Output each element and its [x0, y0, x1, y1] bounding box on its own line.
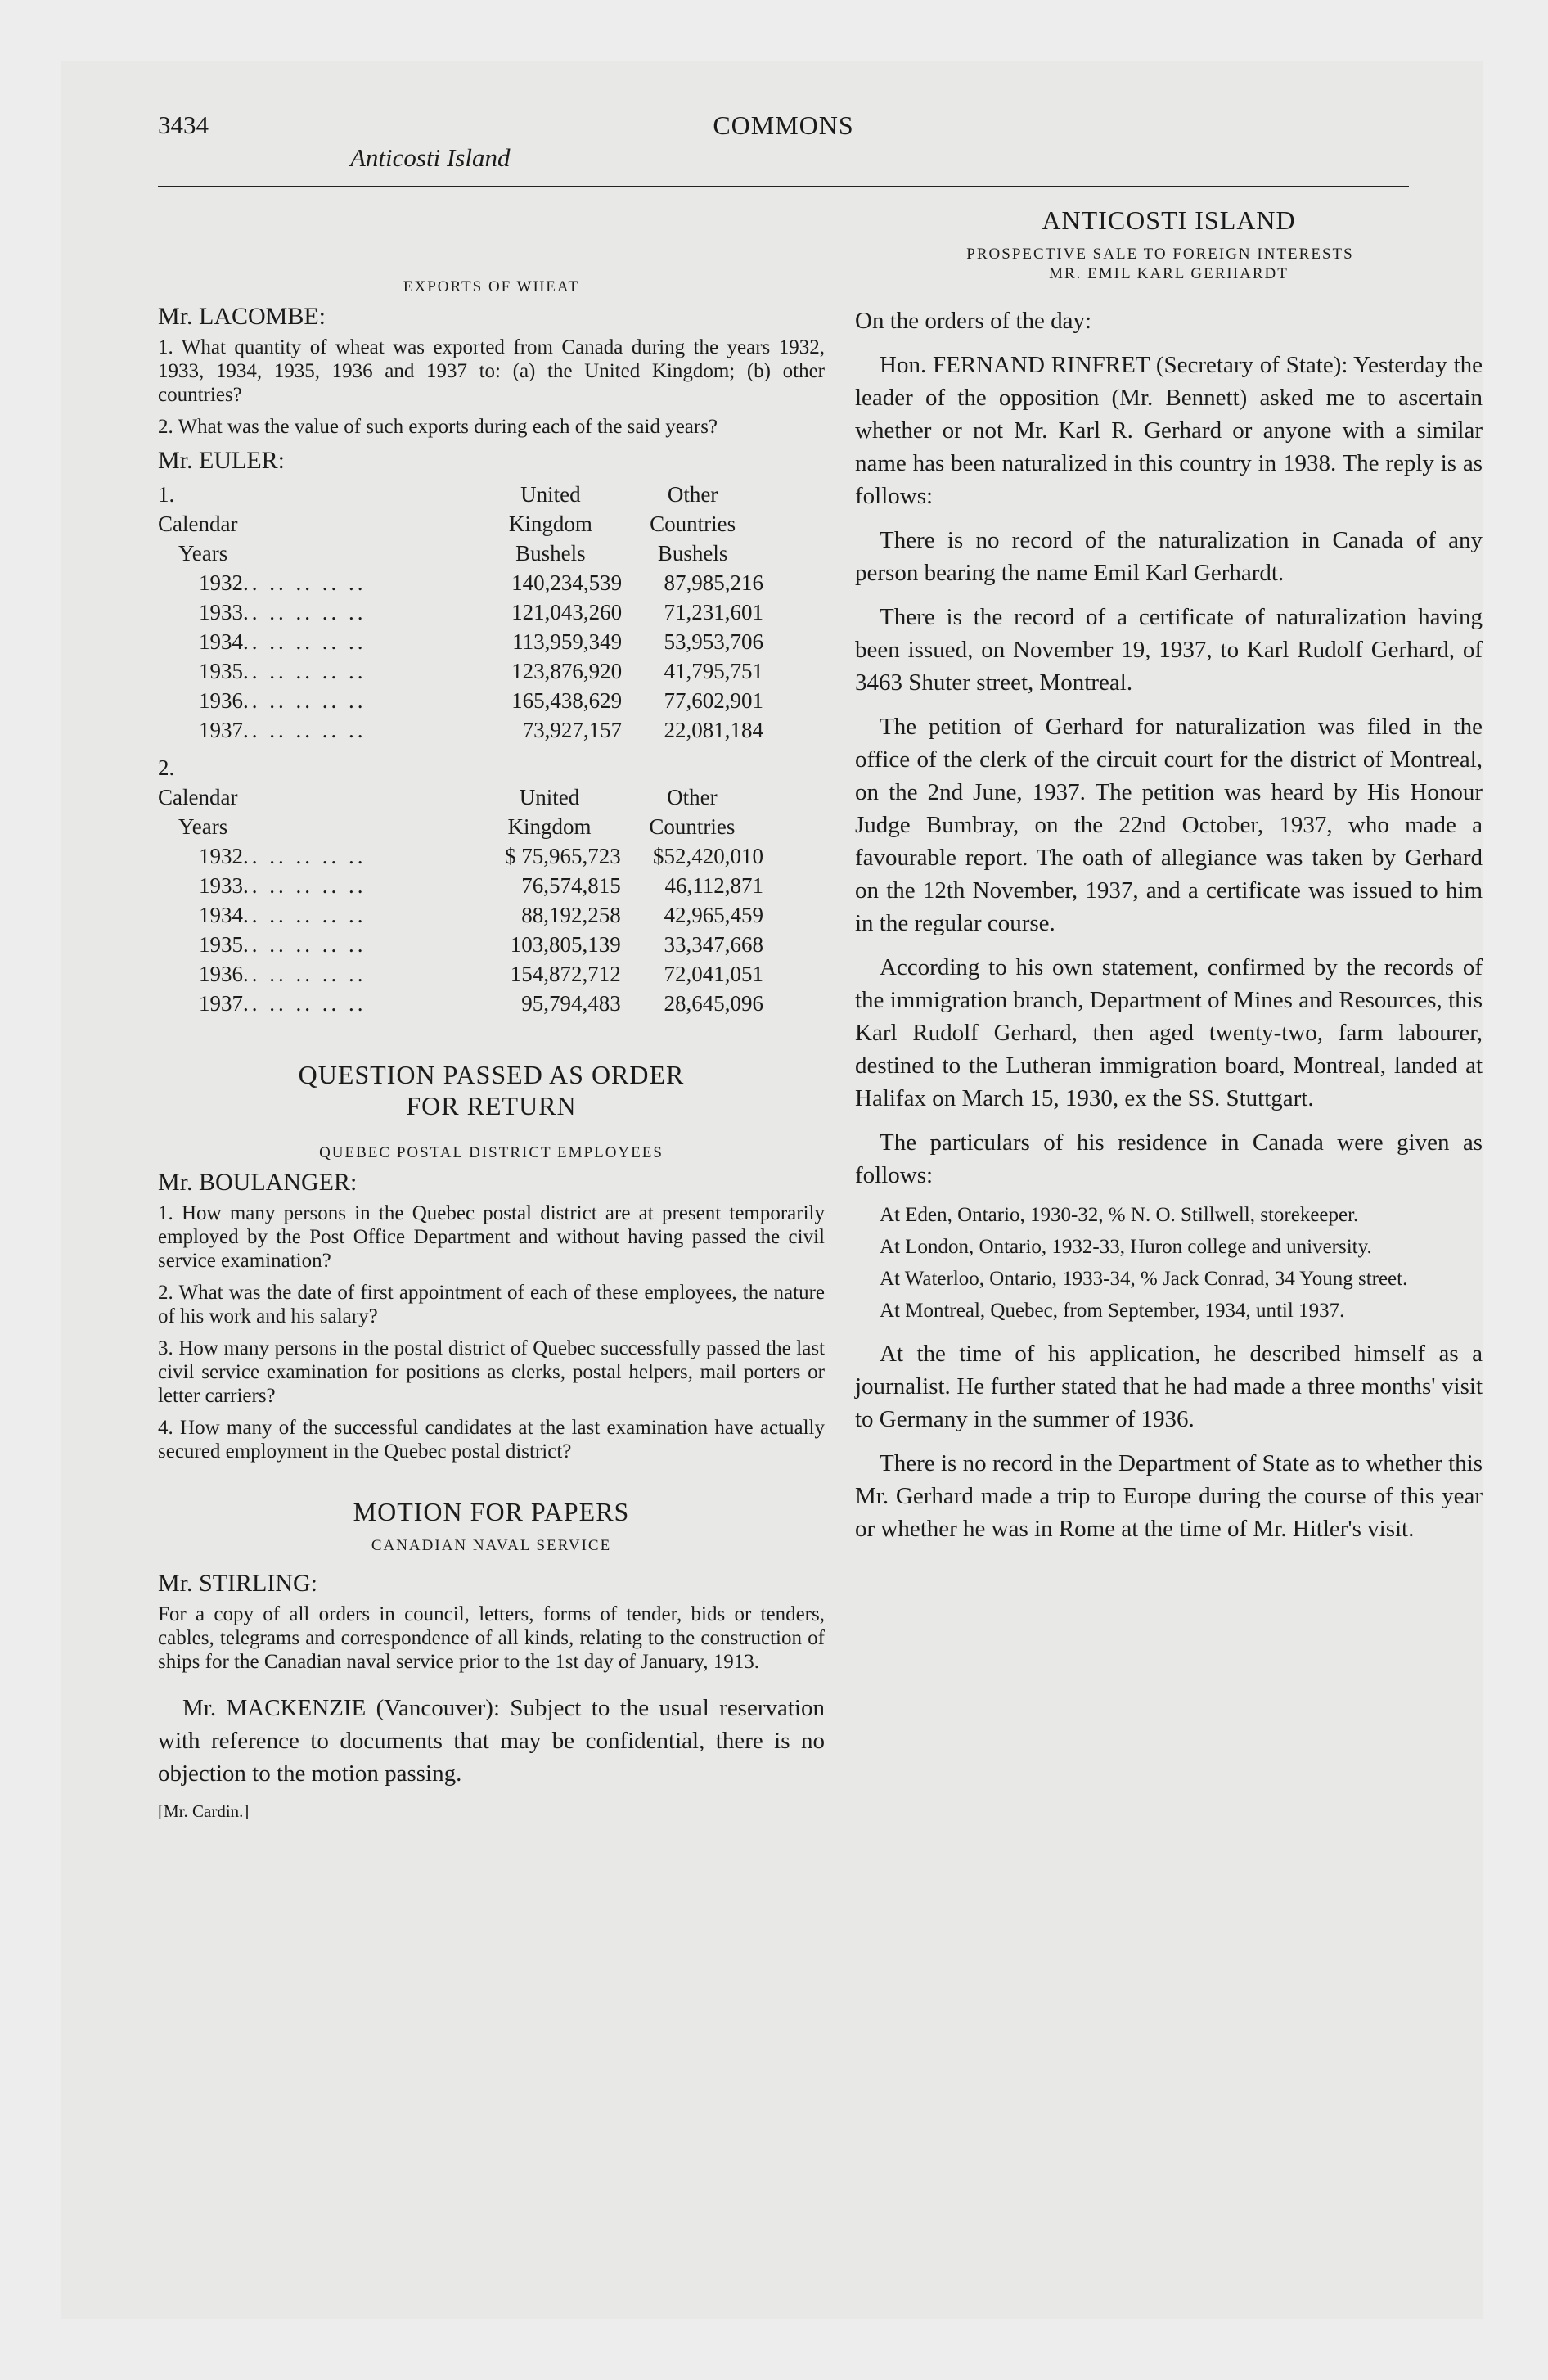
- mackenzie-text: Mr. MACKENZIE (Vancouver): Subject to the usual reservation with reference to documents that may be confidential, there is no objection to the motion passing.: [158, 1695, 825, 1787]
- uk-cell: 95,794,483: [521, 991, 621, 1016]
- paragraph: The petition of Gerhard for naturalization was filed in the office of the clerk of the circuit court for the district of Montreal, on the 2nd June, 1937. The petition was heard by His Honour Judge Bumbray, on the 22nd October, 1937, who made a favourable report. The oath of allegiance was taken by Gerhard on the 12th November, 1937, and a certificate was issued to him in the regular course.: [855, 714, 1483, 936]
- year-cell: 1934.. .. .. .. ..: [199, 629, 367, 654]
- uk-cell: 73,927,157: [522, 718, 623, 742]
- table-row: [158, 841, 763, 871]
- speaker-lacombe: Mr. LACOMBE:: [158, 303, 326, 330]
- other-cell: 87,985,216: [664, 570, 763, 595]
- orders-line: On the orders of the day:: [855, 308, 1092, 334]
- year-cell: 1935.. .. .. .. ..: [199, 932, 367, 957]
- right-column: [855, 205, 1483, 1557]
- paragraph: There is the record of a certificate of naturalization having been issued, on November 19, 1937, to Karl Rudolf Gerhard, of 3463 Shuter street, Montreal.: [855, 604, 1483, 696]
- uk-cell: 121,043,260: [511, 600, 623, 624]
- speaker-stirling: Mr. STIRLING:: [158, 1570, 317, 1597]
- table-label: 1.: [158, 482, 175, 507]
- sub-heading: PROSPECTIVE SALE TO FOREIGN INTERESTS—: [966, 246, 1371, 263]
- heading-line: FOR RETURN: [406, 1091, 577, 1120]
- uk-cell: 113,959,349: [512, 629, 623, 654]
- question-item: 2. What was the value of such exports during each of the said years?: [158, 416, 718, 438]
- table-row: [158, 989, 763, 1018]
- motion-text: For a copy of all orders in council, letters, forms of tender, bids or tenders, cables, telegrams and correspondence of all kinds, relating to the construction of ships for the Canadian naval service prior to the 1st day of January, 1913.: [158, 1603, 825, 1673]
- anticosti-heading: ANTICOSTI ISLAND: [1042, 205, 1296, 235]
- question-item: 4. How many of the successful candidates at the last examination have actually secured employment in the Quebec postal district?: [158, 1417, 825, 1463]
- uk-cell: 140,234,539: [511, 570, 623, 595]
- quebec-heading: QUEBEC POSTAL DISTRICT EMPLOYEES: [319, 1144, 664, 1161]
- year-cell: 1933.. .. .. .. ..: [199, 600, 367, 624]
- header-rule: [158, 186, 1409, 187]
- col-header: Years: [178, 541, 228, 566]
- paragraph: The particulars of his residence in Canada were given as follows:: [855, 1129, 1483, 1188]
- table-row: [158, 930, 763, 959]
- other-cell: 71,231,601: [664, 600, 763, 624]
- other-cell: 77,602,901: [664, 688, 763, 713]
- year-cell: 1933.. .. .. .. ..: [199, 873, 367, 898]
- motion-heading: MOTION FOR PAPERS: [353, 1497, 630, 1526]
- col-header: Calendar: [158, 512, 238, 536]
- uk-cell: 123,876,920: [511, 659, 623, 683]
- paragraph: At the time of his application, he described himself as a journalist. He further stated that he had made a three months' visit to Germany in the summer of 1936.: [855, 1341, 1483, 1432]
- table-row: [158, 656, 763, 686]
- question-item: 1. How many persons in the Quebec postal district are at present temporarily employed by the Post Office Department and without having passed the civil service examination?: [158, 1202, 825, 1272]
- left-column: [158, 205, 825, 1822]
- paragraph: There is no record of the naturalization in Canada of any person bearing the name Emil Karl Gerhardt.: [855, 527, 1483, 586]
- other-cell: 22,081,184: [664, 718, 763, 742]
- other-cell: 41,795,751: [664, 659, 763, 683]
- table-row: [158, 597, 763, 627]
- col-header: Bushels: [515, 541, 586, 566]
- other-cell: $52,420,010: [653, 844, 763, 868]
- col-header: Kingdom: [507, 814, 592, 839]
- col-header: Other: [667, 785, 718, 809]
- residence-item: At London, Ontario, 1932-33, Huron college and university.: [880, 1236, 1372, 1258]
- page-header: [158, 110, 1409, 213]
- question-passed-heading: [158, 1059, 825, 1121]
- col-header: Countries: [650, 512, 736, 536]
- table-row: [158, 568, 763, 597]
- question-item: 2. What was the date of first appointment of each of these employees, the nature of his work and his salary?: [158, 1282, 825, 1327]
- residence-item: At Montreal, Quebec, from September, 1934, until 1937.: [880, 1300, 1345, 1322]
- table-row: [158, 686, 763, 715]
- year-cell: 1936.. .. .. .. ..: [199, 962, 367, 986]
- other-cell: 42,965,459: [664, 903, 763, 927]
- paragraph: There is no record in the Department of State as to whether this Mr. Gerhard made a trip to Europe during the course of this year or whether he was in Rome at the time of Mr. Hitler's visit.: [855, 1450, 1483, 1542]
- footer-note: [Mr. Cardin.]: [158, 1801, 250, 1821]
- table-row: [158, 715, 763, 745]
- other-cell: 72,041,051: [664, 962, 763, 986]
- other-cell: 53,953,706: [664, 629, 763, 654]
- uk-cell: $ 75,965,723: [504, 844, 621, 868]
- year-cell: 1934.. .. .. .. ..: [199, 903, 367, 927]
- table-row: [158, 900, 763, 930]
- table-row: [158, 959, 763, 989]
- table-row: [158, 871, 763, 900]
- uk-cell: 154,872,712: [510, 962, 621, 986]
- uk-cell: 103,805,139: [510, 932, 621, 957]
- naval-heading: CANADIAN NAVAL SERVICE: [371, 1537, 612, 1554]
- exports-heading: EXPORTS OF WHEAT: [403, 278, 580, 295]
- question-item: 1. What quantity of wheat was exported from Canada during the years 1932, 1933, 1934, 1935, 1936 and 1937 to: (a) the United Kingdom; (b) other countries?: [158, 336, 825, 406]
- heading-line: QUESTION PASSED AS ORDER: [298, 1060, 685, 1089]
- residence-item: At Waterloo, Ontario, 1933-34, % Jack Conrad, 34 Young street.: [880, 1268, 1408, 1290]
- year-cell: 1932.. .. .. .. ..: [199, 844, 367, 868]
- paragraph: According to his own statement, confirmed by the records of the immigration branch, Department of Mines and Resources, this Karl Rudolf Gerhard, then aged twenty-two, farm labourer, destined to the Lutheran immigration board, Montreal, landed at Halifax on March 15, 1930, ex the SS. Stuttgart.: [855, 954, 1483, 1111]
- col-header: Other: [667, 482, 718, 507]
- year-cell: 1936.. .. .. .. ..: [199, 688, 367, 713]
- year-cell: 1935.. .. .. .. ..: [199, 659, 367, 683]
- other-cell: 33,347,668: [664, 932, 763, 957]
- uk-cell: 76,574,815: [521, 873, 621, 898]
- col-header: Years: [178, 814, 228, 839]
- year-cell: 1937.. .. .. .. ..: [199, 718, 367, 742]
- residence-item: At Eden, Ontario, 1930-32, % N. O. Stillwell, storekeeper.: [880, 1204, 1359, 1226]
- question-item: 3. How many persons in the postal district of Quebec successfully passed the last civil service examination for positions as clerks, postal helpers, mail porters or letter carriers?: [158, 1337, 825, 1407]
- paragraph: Hon. FERNAND RINFRET (Secretary of State): Yesterday the leader of the opposition (Mr. Bennett) asked me to ascertain whether or not Mr. Karl R. Gerhard or anyone with a similar name has been naturalized in this country in 1938. The reply is as follows:: [855, 352, 1483, 509]
- year-cell: 1932.. .. .. .. ..: [199, 570, 367, 595]
- other-cell: 46,112,871: [664, 873, 763, 898]
- center-title: COMMONS: [713, 110, 854, 140]
- col-header: United: [520, 482, 581, 507]
- table-row: [158, 627, 763, 656]
- col-header: Bushels: [657, 541, 728, 566]
- wheat-bushels-table: [158, 480, 763, 745]
- page-number: 3434: [158, 110, 209, 139]
- speaker-boulanger: Mr. BOULANGER:: [158, 1169, 358, 1196]
- table-label: 2.: [158, 755, 175, 780]
- page: [61, 61, 1483, 2319]
- uk-cell: 165,438,629: [511, 688, 623, 713]
- other-cell: 28,645,096: [664, 991, 763, 1016]
- col-header: Calendar: [158, 785, 238, 809]
- sub-heading: MR. EMIL KARL GERHARDT: [1049, 265, 1289, 282]
- col-header: Kingdom: [508, 512, 592, 536]
- year-cell: 1937.. .. .. .. ..: [199, 991, 367, 1016]
- uk-cell: 88,192,258: [521, 903, 621, 927]
- wheat-value-table: [158, 753, 763, 1018]
- running-title: Anticosti Island: [350, 143, 511, 172]
- speaker-euler: Mr. EULER:: [158, 447, 285, 474]
- col-header: United: [519, 785, 580, 809]
- col-header: Countries: [649, 814, 736, 839]
